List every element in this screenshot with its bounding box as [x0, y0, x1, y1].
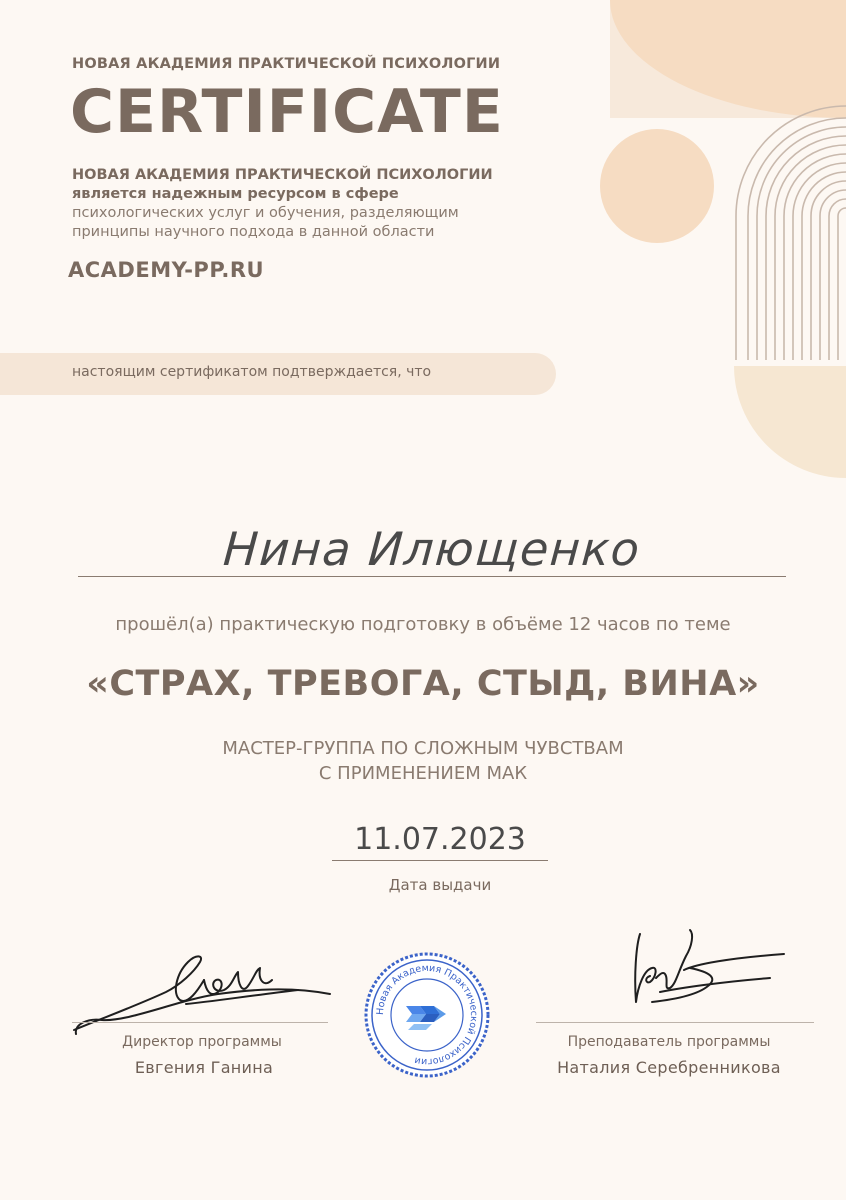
description-line-1: НОВАЯ АКАДЕМИЯ ПРАКТИЧЕСКОЙ ПСИХОЛОГИИ: [72, 167, 493, 183]
training-description: прошёл(а) практическую подготовку в объёме 12 часов по теме: [115, 614, 731, 635]
teacher-signature-icon: [600, 926, 790, 1026]
org-name-top: НОВАЯ АКАДЕМИЯ ПРАКТИЧЕСКОЙ ПСИХОЛОГИИ: [72, 56, 501, 72]
certificate-title: CERTIFICATE: [70, 77, 504, 147]
website-link[interactable]: ACADEMY-PP.RU: [68, 258, 265, 282]
recipient-name: Нина Илющенко: [221, 522, 643, 576]
peach-circle-shape: [600, 129, 714, 243]
director-signature-line: [72, 1022, 328, 1023]
training-subtitle: [0, 736, 846, 786]
organization-description: [72, 166, 532, 242]
description-line-3: психологических услуг и обучения, разделяющим: [72, 205, 459, 221]
seal-text: Новая Академия Практической Психологии: [374, 962, 480, 1068]
issue-date: 11.07.2023: [354, 822, 526, 857]
subtitle-line-1: МАСТЕР-ГРУППА ПО СЛОЖНЫМ ЧУВСТВАМ: [222, 738, 624, 759]
director-role: Директор программы: [122, 1034, 282, 1050]
concentric-arches-shape: [736, 106, 846, 360]
teacher-name: Наталия Серебренникова: [557, 1058, 781, 1077]
subtitle-line-2: С ПРИМЕНЕНИЕМ МАК: [318, 763, 528, 784]
director-signature-icon: [68, 950, 338, 1040]
director-name: Евгения Ганина: [134, 1058, 274, 1077]
confirmation-text: настоящим сертификатом подтверждается, что: [72, 364, 432, 380]
training-topic: «СТРАХ, ТРЕВОГА, СТЫД, ВИНА»: [86, 664, 760, 704]
teacher-role: Преподаватель программы: [567, 1034, 771, 1050]
issue-date-label: Дата выдачи: [388, 876, 492, 894]
issue-date-underline: [332, 860, 548, 861]
academy-seal-icon: [362, 950, 492, 1080]
half-circle-shape: [734, 366, 846, 478]
teacher-signature-line: [536, 1022, 814, 1023]
recipient-underline: [78, 576, 786, 577]
description-line-4: принципы научного подхода в данной области: [72, 224, 435, 240]
description-line-2: является надежным ресурсом в сфере: [72, 186, 399, 202]
